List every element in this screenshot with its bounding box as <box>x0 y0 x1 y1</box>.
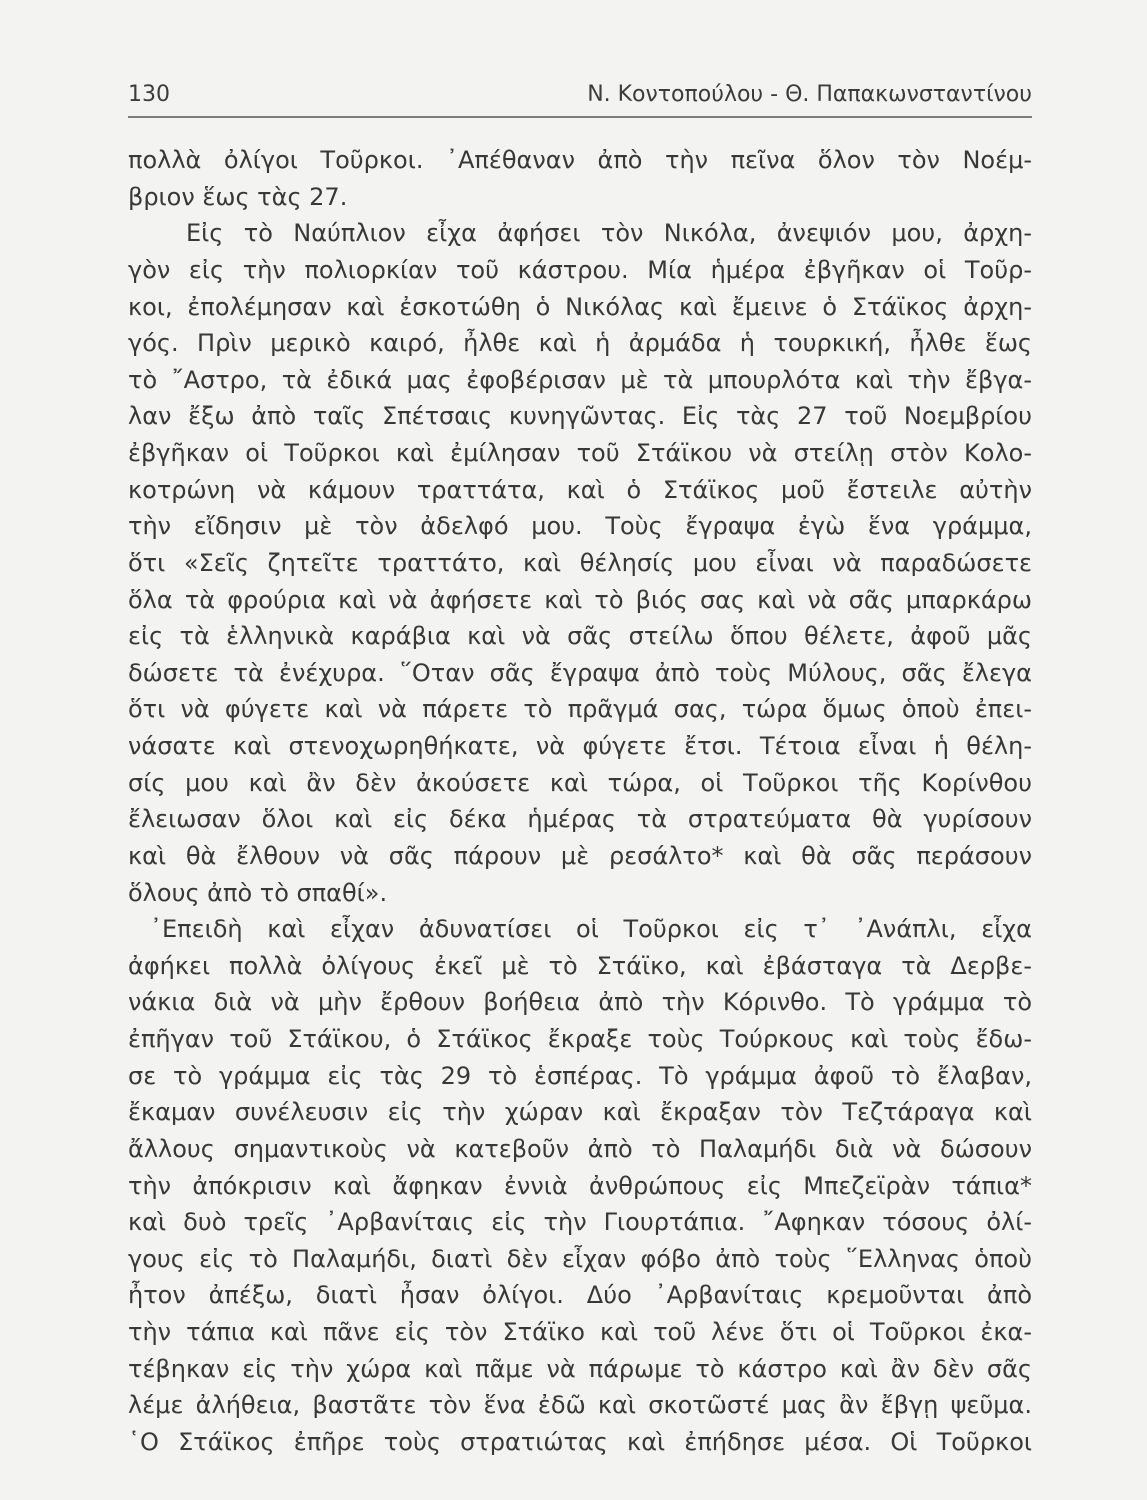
text-line: κοτρώνη νὰ κάμουν τραττάτα, καὶ ὁ Στάϊκος μοῦ ἔστειλε αὐτὴν <box>128 475 1032 504</box>
text-line: νάσατε καὶ στενοχωρηθήκατε, νὰ φύγετε ἔτσι. Τέτοια εἶναι ἡ θέλη- <box>128 732 1032 760</box>
text-line: σίς μου καὶ ἂν δὲν ἀκούσετε καὶ τώρα, οἱ Τοῦρκοι τῆς Κορίνθου <box>128 768 1032 797</box>
text-line: εἰς τὰ ἑλληνικὰ καράβια καὶ νὰ σᾶς στείλω ὅπου θέλετε, ἀφοῦ μᾶς <box>128 622 1032 651</box>
text-line: ὅτι νὰ φύγετε καὶ νὰ πάρετε τὸ πρᾶγμά σας, τώρα ὅμως ὁποὺ ἐπει- <box>128 695 1032 724</box>
text-line: καὶ θὰ ἔλθουν νὰ σᾶς πάρουν μὲ ρεσάλτο* καὶ θὰ σᾶς περάσουν <box>128 841 1032 870</box>
text-line: δώσετε τὰ ἐνέχυρα. ῞Οταν σᾶς ἔγραψα ἀπὸ τοὺς Μύλους, σᾶς ἔλεγα <box>128 658 1032 687</box>
text-line: τέβηκαν εἰς τὴν χώρα καὶ πᾶμε νὰ πάρωμε τὸ κάστρο καὶ ἂν δὲν σᾶς <box>128 1354 1032 1383</box>
text-line: τὴν ἀπόκρισιν καὶ ἄφηκαν ἐννιὰ ἀνθρώπους εἰς Μπεζεϊρὰν τάπια* <box>128 1171 1032 1200</box>
text-line: καὶ δυὸ τρεῖς ᾿Αρβανίταις εἰς τὴν Γιουρτάπια. ῎Αφηκαν τόσους ὀλί- <box>128 1208 1032 1237</box>
text-line: ἀφήκει πολλὰ ὀλίγους ἐκεῖ μὲ τὸ Στάϊκο, καὶ ἐβάσταγα τὰ Δερβε- <box>128 951 1032 980</box>
text-line: γὸν εἰς τὴν πολιορκίαν τοῦ κάστρου. Μία ἡμέρα ἐβγῆκαν οἱ Τοῦρ- <box>128 255 1032 284</box>
text-line: τὴν εἴδησιν μὲ τὸν ἀδελφό μου. Τοὺς ἔγραψα ἐγὼ ἕνα γράμμα, <box>128 512 1032 541</box>
text-line: ὅτι «Σεῖς ζητεῖτε τραττάτο, καὶ θέλησίς μου εἶναι νὰ παραδώσετε <box>128 548 1032 577</box>
header-rule <box>128 116 1032 118</box>
text-line: ὅλους ἀπὸ τὸ σπαθί». <box>128 878 388 907</box>
text-line: βριον ἕως τὰς 27. <box>128 182 348 211</box>
text-line: ὅλα τὰ φρούρια καὶ νὰ ἀφήσετε καὶ τὸ βιός σας καὶ νὰ σᾶς μπαρκάρω <box>128 585 1032 614</box>
text-line: τὴν τάπια καὶ πᾶνε εἰς τὸν Στάϊκο καὶ τοῦ λένε ὅτι οἱ Τοῦρκοι ἐκα- <box>128 1318 1032 1346</box>
text-line: ἔκαμαν συνέλευσιν εἰς τὴν χώραν καὶ ἔκραξαν τὸν Τεζτάραγα καὶ <box>128 1098 1032 1127</box>
page-header <box>128 81 1032 109</box>
text-line: λαν ἔξω ἀπὸ ταῖς Σπέτσαις κυνηγῶντας. Εἰς τὰς 27 τοῦ Νοεμβρίου <box>128 402 1032 431</box>
text-line: λέμε ἀλήθεια, βαστᾶτε τὸν ἕνα ἐδῶ καὶ σκοτῶστέ μας ἂν ἔβγῃ ψεῦμα. <box>128 1391 1032 1420</box>
text-line: ᾿Επειδὴ καὶ εἶχαν ἀδυνατίσει οἱ Τοῦρκοι εἰς τ᾿ ᾿Ανάπλι, εἶχα <box>150 915 1032 944</box>
text-line: νάκια διὰ νὰ μὴν ἔρθουν βοήθεια ἀπὸ τὴν Κόρινθο. Τὸ γράμμα τὸ <box>128 988 1032 1017</box>
text-line: Εἰς τὸ Ναύπλιον εἶχα ἀφήσει τὸν Νικόλα, ἀνεψιόν μου, ἀρχη- <box>186 219 1032 248</box>
text-line: κοι, ἐπολέμησαν καὶ ἐσκοτώθη ὁ Νικόλας καὶ ἔμεινε ὁ Στάϊκος ἀρχη- <box>128 292 1032 321</box>
text-line: γός. Πρὶν μερικὸ καιρό, ἦλθε καὶ ἡ ἀρμάδα ἡ τουρκική, ἦλθε ἕως <box>128 329 1032 358</box>
running-title: Ν. Κοντοπούλου - Θ. Παπακωνσταντίνου <box>587 82 1032 107</box>
text-line: ῾Ο Στάϊκος ἐπῆρε τοὺς στρατιώτας καὶ ἐπήδησε μέσα. Οἱ Τοῦρκοι <box>128 1427 1032 1456</box>
text-line: ἐπῆγαν τοῦ Στάϊκου, ὁ Στάϊκος ἔκραξε τοὺς Τούρκους καὶ τοὺς ἔδω- <box>128 1025 1032 1053</box>
text-line: πολλὰ ὀλίγοι Τοῦρκοι. ᾿Απέθαναν ἀπὸ τὴν πεῖνα ὅλον τὸν Νοέμ- <box>128 146 1032 174</box>
text-line: ἦτον ἀπέξω, διατὶ ἦσαν ὀλίγοι. Δύο ᾿Αρβανίταις κρεμοῦνται ἀπὸ <box>128 1281 1032 1310</box>
text-line: τὸ ῎Αστρο, τὰ ἐδικά μας ἐφοβέρισαν μὲ τὰ μπουρλότα καὶ τὴν ἔβγα- <box>128 365 1032 394</box>
text-line: ἄλλους σημαντικοὺς νὰ κατεβοῦν ἀπὸ τὸ Παλαμήδι διὰ νὰ δώσουν <box>128 1134 1032 1163</box>
page-number: 130 <box>128 82 170 107</box>
text-line: ἐβγῆκαν οἱ Τοῦρκοι καὶ ἐμίλησαν τοῦ Στάϊκου νὰ στείλῃ στὸν Κολο- <box>128 439 1032 467</box>
body-text <box>128 142 1032 1461</box>
text-line: γους εἰς τὸ Παλαμήδι, διατὶ δὲν εἶχαν φόβο ἀπὸ τοὺς ῞Ελληνας ὁποὺ <box>128 1244 1032 1273</box>
text-line: σε τὸ γράμμα εἰς τὰς 29 τὸ ἑσπέρας. Τὸ γράμμα ἀφοῦ τὸ ἔλαβαν, <box>128 1061 1032 1090</box>
text-line: ἔλειωσαν ὅλοι καὶ εἰς δέκα ἡμέρας τὰ στρατεύματα θὰ γυρίσουν <box>128 805 1032 834</box>
